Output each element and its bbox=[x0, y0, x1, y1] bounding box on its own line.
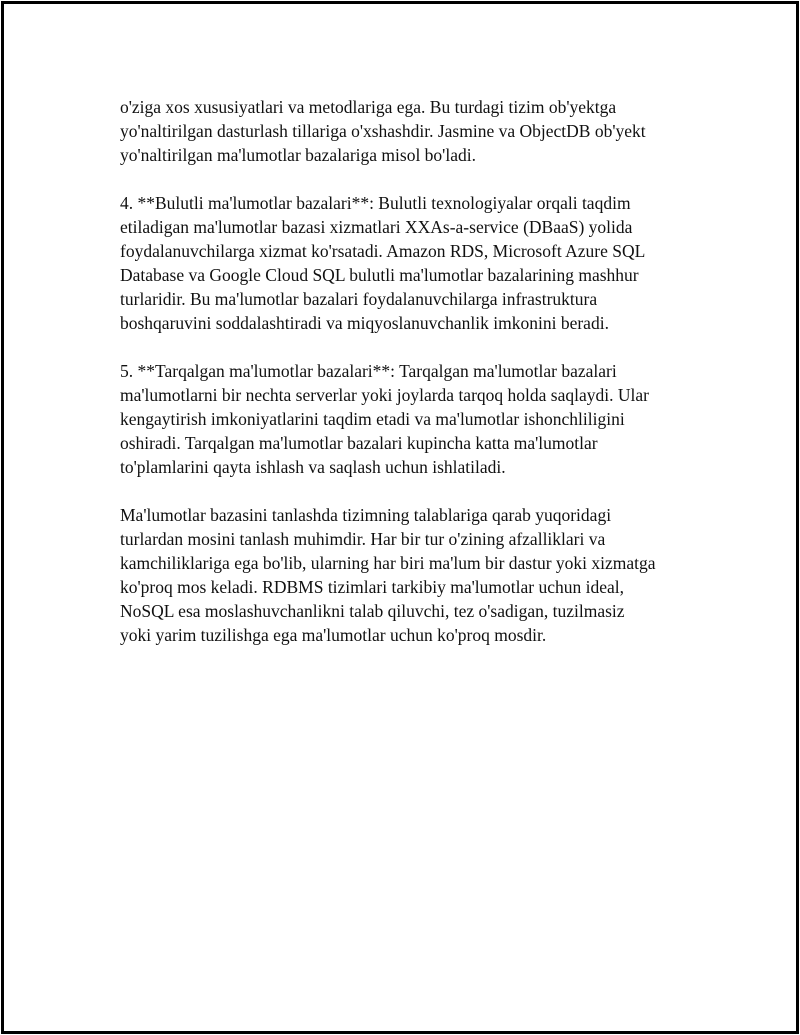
paragraph-cloud-databases bbox=[120, 191, 700, 335]
paragraph-conclusion bbox=[120, 503, 700, 647]
text-line: foydalanuvchilarga xizmat ko'rsatadi. Amazon RDS, Microsoft Azure SQL bbox=[120, 241, 646, 261]
text-line: yoki yarim tuzilishga ega ma'lumotlar uchun ko'proq mosdir. bbox=[120, 625, 547, 645]
text-line: Ma'lumotlar bazasini tanlashda tizimning talablariga qarab yuqoridagi bbox=[120, 505, 612, 525]
text-line: ma'lumotlarni bir nechta serverlar yoki joylarda tarqoq holda saqlaydi. Ular bbox=[120, 385, 649, 405]
text-line: 4. **Bulutli ma'lumotlar bazalari**: Bulutli texnologiyalar orqali taqdim bbox=[120, 193, 631, 213]
text-line: NoSQL esa moslashuvchanlikni talab qiluvchi, tez o'sadigan, tuzilmasiz bbox=[120, 601, 625, 621]
paragraph-distributed-databases bbox=[120, 359, 700, 479]
text-line: oshiradi. Tarqalgan ma'lumotlar bazalari kupincha katta ma'lumotlar bbox=[120, 433, 598, 453]
paragraph-object-databases bbox=[120, 95, 700, 167]
text-line: 5. **Tarqalgan ma'lumotlar bazalari**: Tarqalgan ma'lumotlar bazalari bbox=[120, 361, 617, 381]
text-line: yo'naltirilgan dasturlash tillariga o'xshashdir. Jasmine va ObjectDB ob'yekt bbox=[120, 121, 646, 141]
text-line: yo'naltirilgan ma'lumotlar bazalariga misol bo'ladi. bbox=[120, 145, 476, 165]
text-line: o'ziga xos xususiyatlari va metodlariga ega. Bu turdagi tizim ob'yektga bbox=[120, 97, 617, 117]
text-line: turlardan mosini tanlash muhimdir. Har bir tur o'zining afzalliklari va bbox=[120, 529, 606, 549]
text-line: ko'proq mos keladi. RDBMS tizimlari tarkibiy ma'lumotlar uchun ideal, bbox=[120, 577, 625, 597]
text-line: kamchiliklariga ega bo'lib, ularning har biri ma'lum bir dastur yoki xizmatga bbox=[120, 553, 656, 573]
text-line: Database va Google Cloud SQL bulutli ma'lumotlar bazalarining mashhur bbox=[120, 265, 639, 285]
text-line: kengaytirish imkoniyatlarini taqdim etadi va ma'lumotlar ishonchliligini bbox=[120, 409, 625, 429]
text-line: boshqaruvini soddalashtiradi va miqyoslanuvchanlik imkonini beradi. bbox=[120, 313, 609, 333]
text-line: to'plamlarini qayta ishlash va saqlash uchun ishlatiladi. bbox=[120, 457, 506, 477]
document-page bbox=[1, 1, 799, 1034]
document-body bbox=[120, 95, 700, 671]
text-line: turlaridir. Bu ma'lumotlar bazalari foydalanuvchilarga infrastruktura bbox=[120, 289, 598, 309]
text-line: etiladigan ma'lumotlar bazasi xizmatlari XXAs-a-service (DBaaS) yolida bbox=[120, 217, 633, 237]
